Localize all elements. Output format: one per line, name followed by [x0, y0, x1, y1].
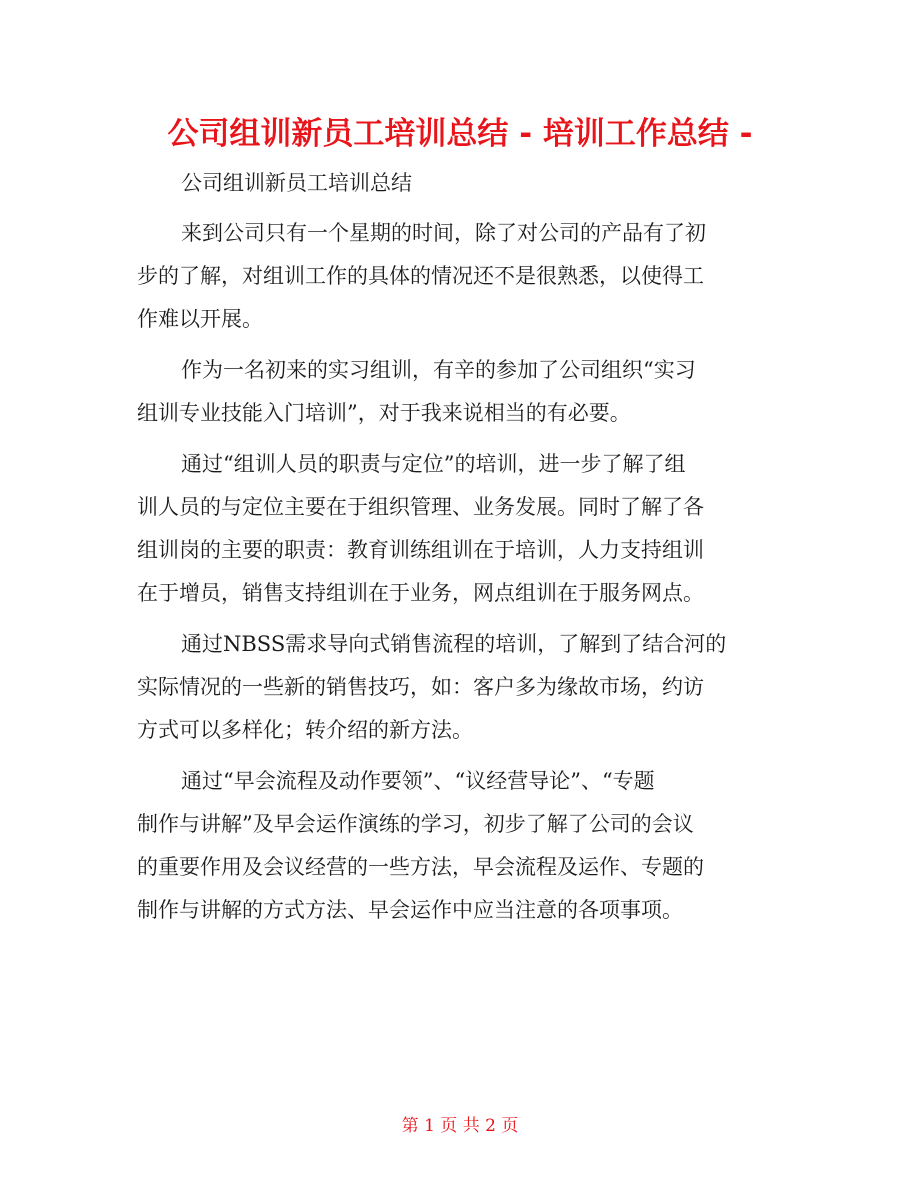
- paragraph-line: 作为一名初来的实习组训，有辛的参加了公司组织“实习: [181, 358, 696, 382]
- paragraph-line: 来到公司只有一个星期的时间，除了对公司的产品有了初: [181, 221, 706, 245]
- paragraph-line: 在于增员，销售支持组训在于业务，网点组训在于服务网点。: [137, 581, 704, 605]
- paragraph-3: [137, 443, 785, 615]
- paragraph-line: 通过NBSS需求导向式销售流程的培训，了解到了结合河的: [181, 632, 727, 656]
- document-title: 公司组训新员工培训总结 - 培训工作总结 -: [167, 116, 753, 152]
- paragraph-5: [137, 760, 785, 932]
- paragraph-1: [137, 212, 785, 341]
- paragraph-line: 训人员的与定位主要在于组织管理、业务发展。同时了解了各: [137, 495, 704, 519]
- paragraph-line: 步的了解，对组训工作的具体的情况还不是很熟悉，以使得工: [137, 264, 704, 288]
- paragraph-line: 组训岗的主要的职责：教育训练组训在于培训，人力支持组训: [137, 538, 704, 562]
- paragraph-line: 组训专业技能入门培训”，对于我来说相当的有必要。: [137, 401, 631, 425]
- document-body: [137, 162, 785, 932]
- paragraph-line: 实际情况的一些新的销售技巧，如：客户多为缘故市场，约访: [137, 675, 704, 699]
- page-number-footer: 第 1 页 共 2 页: [401, 1116, 519, 1136]
- paragraph-line: 制作与讲解”及早会运作演练的学习，初步了解了公司的会议: [137, 812, 694, 836]
- paragraph-4: [137, 623, 785, 752]
- paragraph-2: [137, 349, 785, 435]
- paragraph-line: 通过“组训人员的职责与定位”的培训，进一步了解了组: [181, 452, 686, 476]
- document-subtitle: 公司组训新员工培训总结: [181, 171, 412, 195]
- paragraph-line: 制作与讲解的方式方法、早会运作中应当注意的各项事项。: [137, 898, 683, 922]
- paragraph-line: 方式可以多样化；转介绍的新方法。: [137, 718, 473, 742]
- paragraph-line: 通过“早会流程及动作要领”、“议经营导论”、“专题: [181, 769, 655, 793]
- paragraph-line: 作难以开展。: [137, 307, 263, 331]
- paragraph-line: 的重要作用及会议经营的一些方法，早会流程及运作、专题的: [137, 855, 704, 879]
